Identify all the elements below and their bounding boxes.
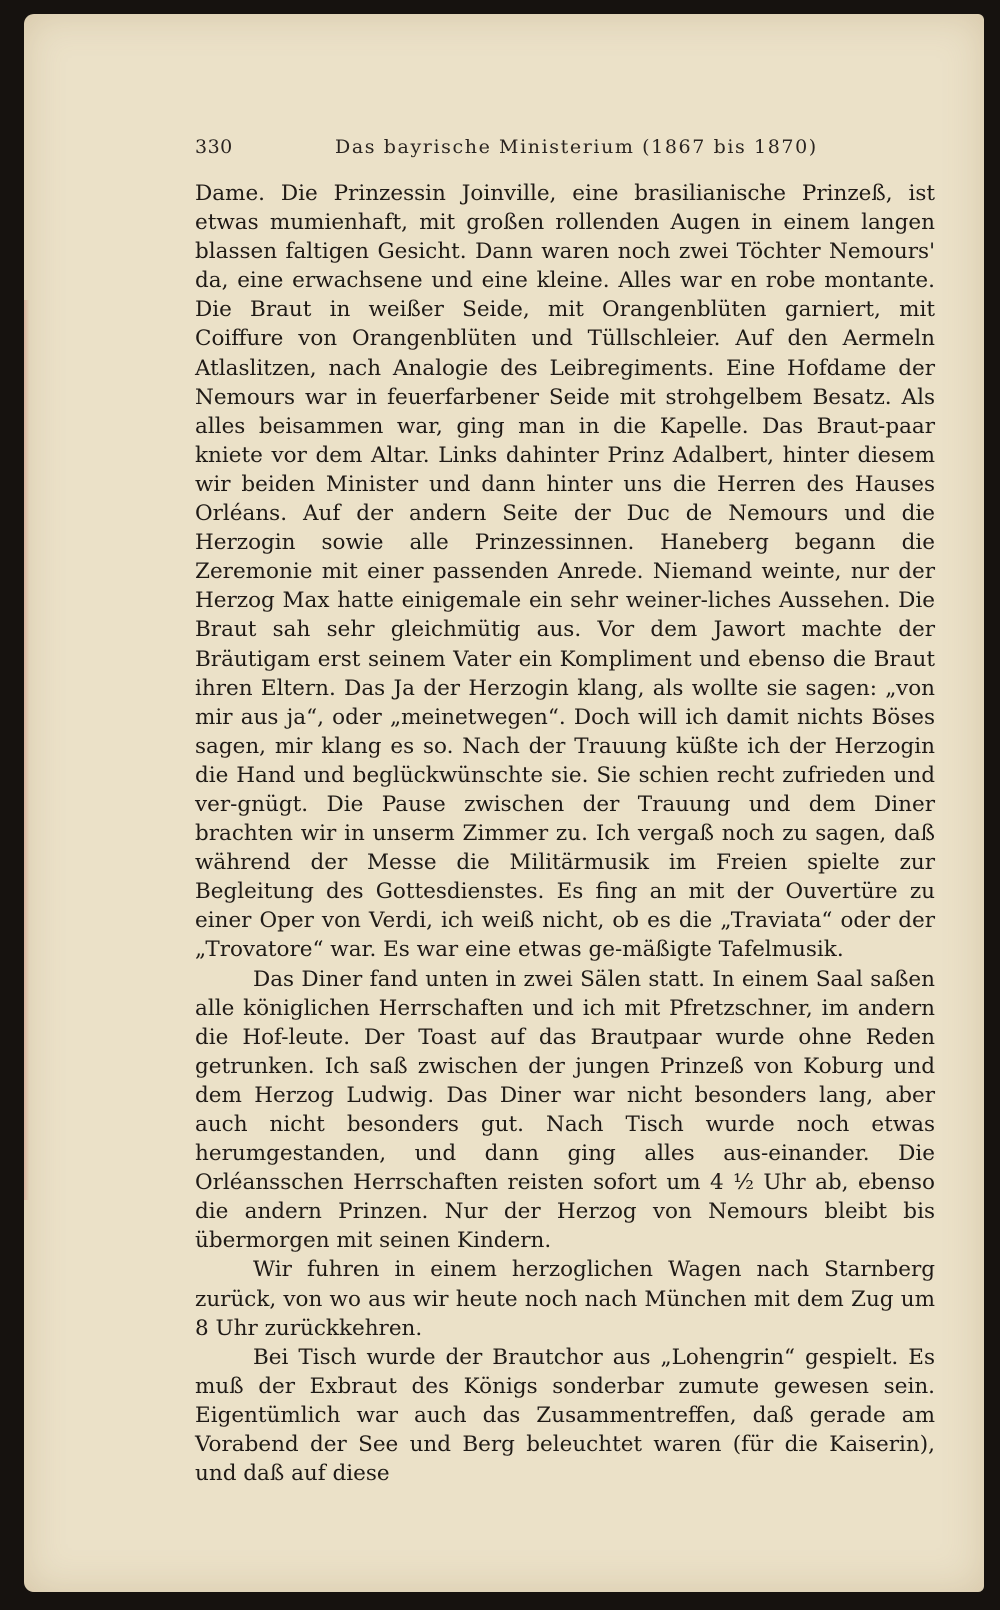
paragraph-4: Bei Tisch wurde der Brautchor aus „Lohengrin“ gespielt. Es muß der Exbraut des Königs sonderbar zumute gewesen sein. Eigentümlich war auch das Zusammentreffen, daß gerade am Vorabend der See und Berg beleuchtet waren (für die Kaiserin), und daß auf diese [195, 1344, 935, 1487]
page-edge-shadow [24, 300, 30, 1200]
paragraph-3: Wir fuhren in einem herzoglichen Wagen nach Starnberg zurück, von wo aus wir heute noch nach München mit dem Zug um 8 Uhr zurückkehren. [195, 1257, 935, 1341]
paragraph-1: Dame. Die Prinzessin Joinville, eine brasilianische Prinzeß, ist etwas mumienhaft, mit großen rollenden Augen in einem langen blassen faltigen Gesicht. Dann waren noch zwei Töchter Nemours' da, eine erwachsene und eine kleine. Alles war en robe montante. Die Braut in weißer Seide, mit Orangenblüten garniert, mit Coiffure von Orangenblüten und Tüllschleier. Auf den Aermeln Atlaslitzen, nach Analogie des Leibregiments. Eine Hofdame der Nemours war in feuerfarbener Seide mit strohgelbem Besatz. Als alles beisammen war, ging man in die Kapelle. Das Braut-paar kniete vor dem Altar. Links dahinter Prinz Adalbert, hinter diesem wir beiden Minister und dann hinter uns die Herren des Hauses Orléans. Auf der andern Seite der Duc de Nemours und die Herzogin sowie alle Prinzessinnen. Haneberg begann die Zeremonie mit einer passenden Anrede. Niemand weinte, nur der Herzog Max hatte einigemale ein sehr weiner-liches Aussehen. Die Braut sah sehr gleichmütig aus. Vor dem Jawort machte der Bräutigam erst seinem Vater ein Kompliment und ebenso die Braut ihren Eltern. Das Ja der Herzogin klang, als wollte sie sagen: „von mir aus ja“, oder „meinetwegen“. Doch will ich damit nichts Böses sagen, mir klang es so. Nach der Trauung küßte ich der Herzogin die Hand und beglückwünschte sie. Sie schien recht zufrieden und ver-gnügt. Die Pause zwischen der Trauung und dem Diner brachten wir in unserm Zimmer zu. Ich vergaß noch zu sagen, daß während der Messe die Militärmusik im Freien spielte zur Begleitung des Gottesdienstes. Es fing an mit der Ouvertüre zu einer Oper von Verdi, ich weiß nicht, ob es die „Traviata“ oder der „Trovatore“ war. Es war eine etwas ge-mäßigte Tafelmusik. [195, 181, 935, 963]
body-text [195, 179, 935, 1488]
running-head: Das bayrische Ministerium (1867 bis 1870) [335, 136, 818, 158]
paragraph-2: Das Diner fand unten in zwei Sälen statt. In einem Saal saßen alle königlichen Herrschaften und ich mit Pfretzschner, im andern die Hof-leute. Der Toast auf das Brautpaar wurde ohne Reden getrunken. Ich saß zwischen der jungen Prinzeß von Koburg und dem Herzog Ludwig. Das Diner war nicht besonders lang, aber auch nicht besonders gut. Nach Tisch wurde noch etwas herumgestanden, und dann ging alles aus-einander. Die Orléansschen Herrschaften reisten sofort um 4 ½ Uhr ab, ebenso die andern Prinzen. Nur der Herzog von Nemours bleibt bis übermorgen mit seinen Kindern. [195, 966, 935, 1254]
page-header [195, 136, 935, 166]
page-number: 330 [195, 136, 233, 158]
